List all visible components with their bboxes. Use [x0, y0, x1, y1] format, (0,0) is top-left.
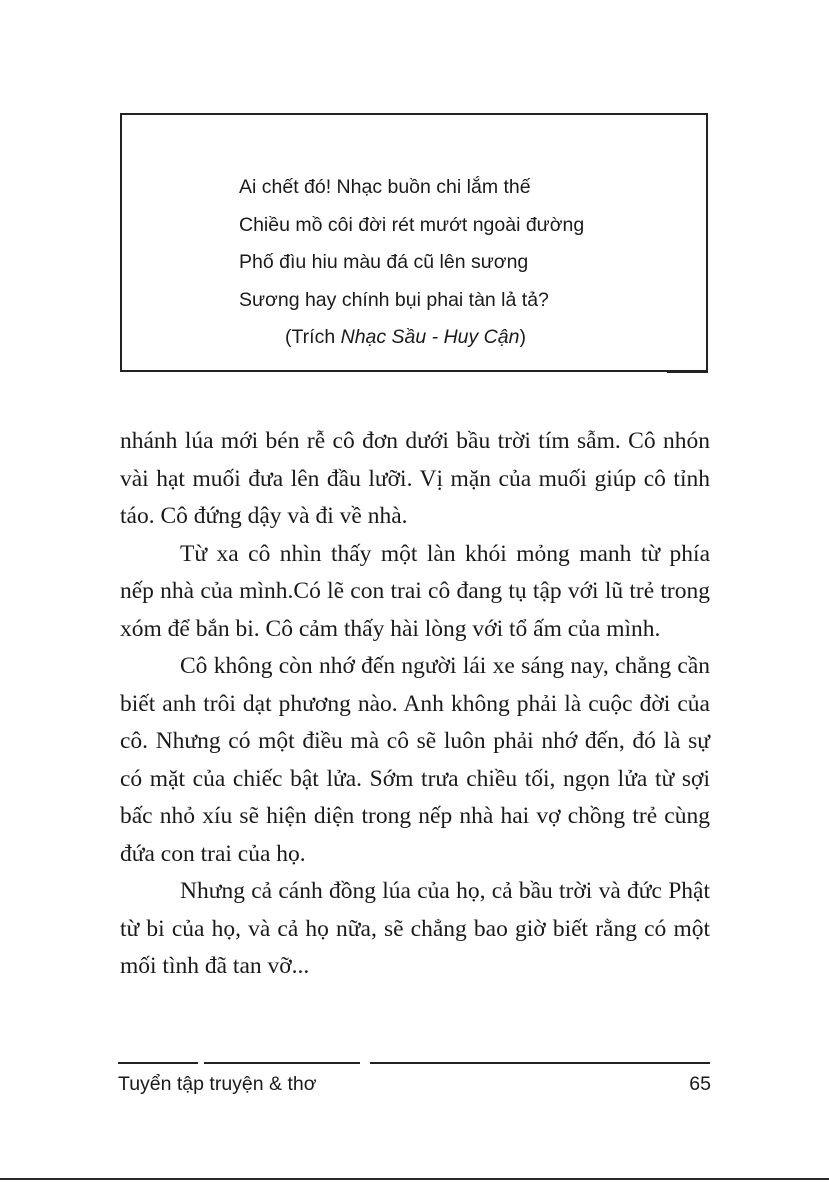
poem-citation: [285, 319, 584, 357]
poem-line-2: Chiều mồ côi đời rét mướt ngoài đường: [239, 213, 585, 236]
citation-prefix: (Trích: [285, 326, 341, 348]
poem-line-4: Sương hay chính bụi phai tàn lả tả?: [239, 288, 549, 311]
paragraph-3: Cô không còn nhớ đến người lái xe sáng nay, chẳng cần biết anh trôi dạt phương nào. Anh không phải là cuộc đời của cô. Nhưng có một điều mà cô sẽ luôn phải nhớ đến, đó là sự có mặt của chiếc bật lửa. Sớm trưa chiều tối, ngọn lửa từ sợi bấc nhỏ xíu sẽ hiện diện trong nếp nhà hai vợ chồng trẻ cùng đứa con trai của họ.: [120, 653, 710, 867]
page-number: 65: [689, 1073, 711, 1095]
poem-line-3: Phố đìu hiu màu đá cũ lên sương: [239, 251, 529, 273]
footer-rule-gap: [360, 1062, 370, 1064]
footer-rule: [118, 1062, 710, 1064]
paragraph-1: nhánh lúa mới bén rễ cô đơn dưới bầu trời tím sẫm. Cô nhón vài hạt muối đưa lên đầu lưỡi. Vị mặn của muối giúp cô tỉnh táo. Cô đứng dậy và đi về nhà.: [120, 428, 710, 529]
body-text: [120, 423, 710, 986]
page-bottom-edge: [0, 1178, 829, 1180]
poem-line-1: Ai chết đó! Nhạc buồn chi lắm thế: [239, 176, 531, 198]
footer-book-title: Tuyển tập truyện & thơ: [118, 1073, 317, 1095]
citation-title: Nhạc Sầu - Huy Cận: [340, 326, 520, 348]
paragraph-4: Nhưng cả cánh đồng lúa của họ, cả bầu trời và đức Phật từ bi của họ, và cả họ nữa, sẽ chẳng bao giờ biết rằng có một mối tình đã tan vỡ...: [120, 878, 710, 979]
footer-rule-gap: [198, 1062, 204, 1064]
poem-lines: [239, 169, 584, 357]
poem-box: [120, 113, 708, 372]
paragraph-2: Từ xa cô nhìn thấy một làn khói mỏng manh từ phía nếp nhà của mình.Có lẽ con trai cô đang tụ tập với lũ trẻ trong xóm để bắn bi. Cô cảm thấy hài lòng với tổ ấm của mình.: [120, 540, 710, 642]
citation-suffix: ): [519, 326, 526, 348]
poem-box-shadow-line: [667, 371, 708, 373]
